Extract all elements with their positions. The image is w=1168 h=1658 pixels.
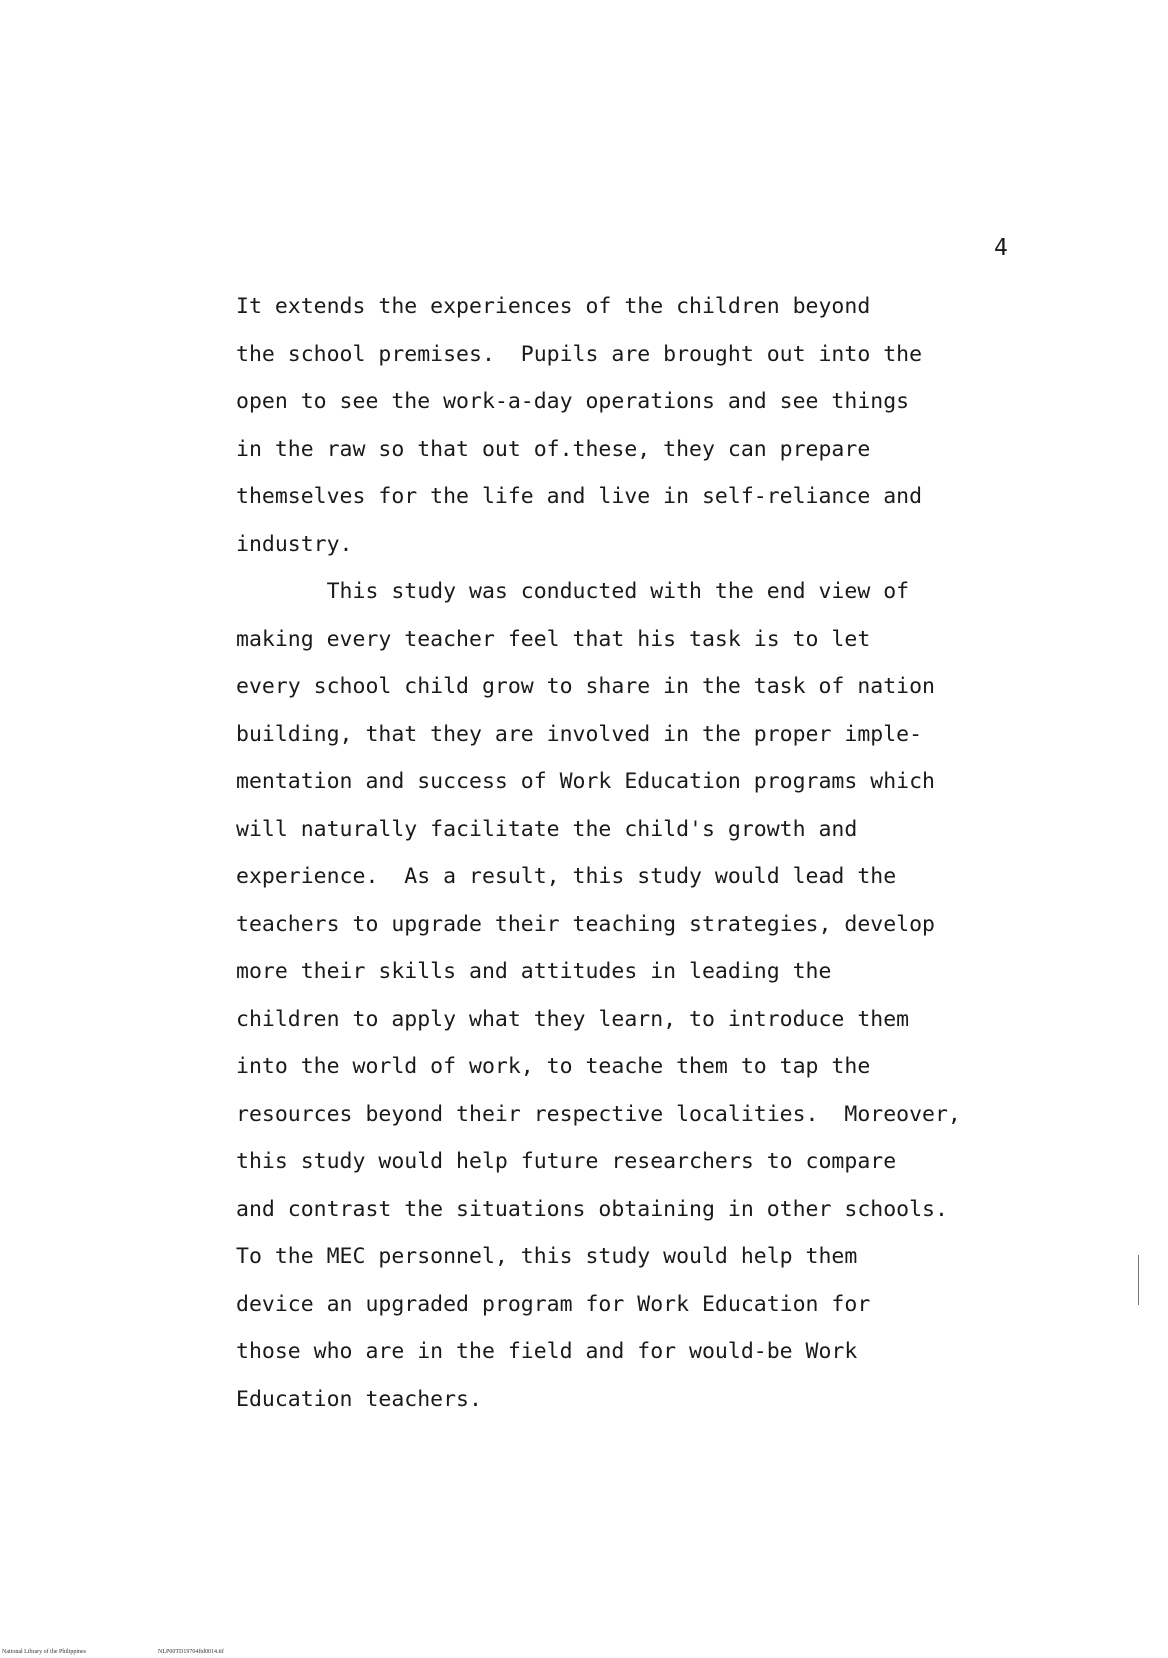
text-line: This study was conducted with the end view of xyxy=(236,579,910,604)
page-number: 4 xyxy=(994,235,1008,261)
text-line: more their skills and attitudes in leading the xyxy=(236,959,832,984)
footer-library: National Library of the Philippines xyxy=(2,1649,86,1655)
text-line: experience. As a result, this study would lead the xyxy=(236,864,897,889)
text-line: mentation and success of Work Education programs which xyxy=(236,769,935,794)
text-line: this study would help future researchers to compare xyxy=(236,1149,897,1174)
text-line: industry. xyxy=(236,531,353,557)
text-line: and contrast the situations obtaining in other schools. xyxy=(236,1196,948,1222)
body-text xyxy=(236,283,1136,1423)
text-line: making every teacher feel that his task is to let xyxy=(236,626,871,652)
footer-filename: NLP00TD19704ftd0014.tif xyxy=(158,1649,224,1655)
text-line: resources beyond their respective localities. Moreover, xyxy=(236,1101,961,1127)
text-line: teachers to upgrade their teaching strategies, develop xyxy=(236,911,935,937)
text-line: every school child grow to share in the task of nation xyxy=(236,674,935,699)
text-line: those who are in the field and for would-be Work xyxy=(236,1339,858,1364)
text-line: device an upgraded program for Work Education for xyxy=(236,1291,871,1317)
text-line: in the raw so that out of.these, they can prepare xyxy=(236,436,871,462)
text-line: open to see the work-a-day operations and see things xyxy=(236,389,910,414)
text-line: into the world of work, to teache them to tap the xyxy=(236,1054,871,1079)
text-line: To the MEC personnel, this study would help them xyxy=(236,1244,858,1269)
text-line: themselves for the life and live in self-reliance and xyxy=(236,484,923,509)
text-line: building, that they are involved in the proper imple- xyxy=(236,721,923,747)
text-line: the school premises. Pupils are brought out into the xyxy=(236,341,923,367)
text-line: It extends the experiences of the children beyond xyxy=(236,294,871,319)
scan-margin-mark xyxy=(1138,1255,1139,1305)
text-line: will naturally facilitate the child's growth and xyxy=(236,816,858,842)
text-line: Education teachers. xyxy=(236,1386,482,1412)
text-line: children to apply what they learn, to introduce them xyxy=(236,1006,910,1032)
